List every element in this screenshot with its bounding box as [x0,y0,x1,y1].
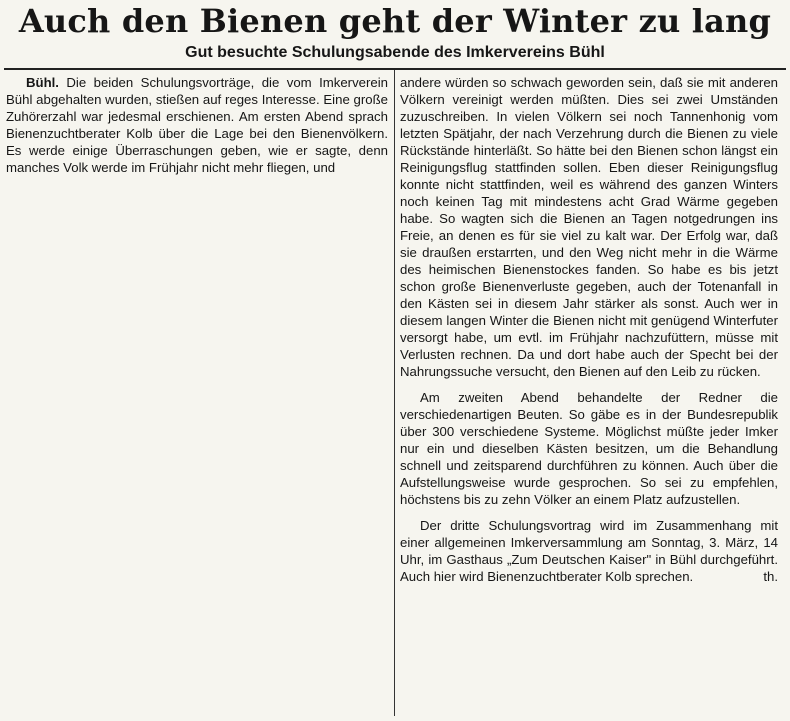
column-divider [394,70,395,716]
paragraph-3 [400,517,778,585]
column-left [6,74,388,176]
dateline: Bühl. [26,75,59,90]
headline-rule [4,68,786,70]
headline: Auch den Bienen geht der Winter zu lang [18,2,772,40]
paragraph-2: Am zweiten Abend behandelte der Redner die verschiedenartigen Beuten. So gäbe es in der Bundesrepublik über 300 verschiedene Systeme. Möglichst müßte jeder Imker nur ein und dieselben Kästen besitzen, um die Behandlung schnell und zeitsparend durchführen zu können. Auch über die Aufstellungsweise wurde gesprochen. So sei zu empfehlen, höchstens bis zu zehn Völker an einem Platz aufzustellen. [400,390,778,507]
paragraph-1-continued: andere würden so schwach geworden sein, daß sie mit anderen Völkern vereinigt werden müßten. Dies sei zwei Umständen zuzuschreiben. In vielen Völkern sei noch Tannenhonig vom letzten Spätjahr, der nach Verzehrung durch die Bienen zu viele Rückstände hinterläßt. So hätte bei den Bienen schon längst ein Reinigungsflug stattfinden sollen. Eben dieser Reinigungsflug konnte nicht stattfinden, weil es während des ganzen Winters noch keinen Tag mit mindestens acht Grad Wärme gegeben habe. So wagten sich die Bienen an Tagen notgedrungen ins Freie, an denen es für sie viel zu kalt war. Der Erfolg war, daß sie draußen erstarrten, und den Weg nicht mehr in die Wärme des heimischen Bienenstockes fanden. So habe es bis jetzt schon große Bienenverluste gegeben, auch der Totenanfall in den Kästen sei in diesem Jahr stärker als sonst. Auch wer in diesem langen Winter die Bienen nicht mit genügend Winterfuter versorgt habe, um evtl. im Frühjahr nachzufüttern, müsse mit Verlusten rechnen. Da und dort habe auch der Specht bei der Nahrungssuche versucht, den Bienen auf den Leib zu rücken. [400,75,778,379]
paragraph-3-text: Der dritte Schulungsvortrag wird im Zusammenhang mit einer allgemeinen Imkerversammlung am Sonntag, 3. März, 14 Uhr, im Gasthaus „Zum Deutschen Kaiser" in Bühl durchgeführt. Auch hier wird Bienenzuchtberater Kolb sprechen. [400,518,778,584]
subheadline: Gut besuchte Schulungsabende des Imkervereins Bühl [185,44,605,61]
paragraph-1-left-text: Die beiden Schulungsvorträge, die vom Imkerverein Bühl abgehalten wurden, stießen auf reges Interesse. Eine große Zuhörerzahl war jedesmal erschienen. Am ersten Abend sprach Bienenzuchtberater Kolb über die Lage bei den Bienenvölkern. Es werde einige Überraschungen geben, wie er sagte, denn manches Volk werde im Frühjahr nicht mehr fliegen, und [6,75,388,175]
author-signature: th. [763,569,778,584]
column-right [400,74,778,585]
paragraph-1-start [6,74,388,176]
